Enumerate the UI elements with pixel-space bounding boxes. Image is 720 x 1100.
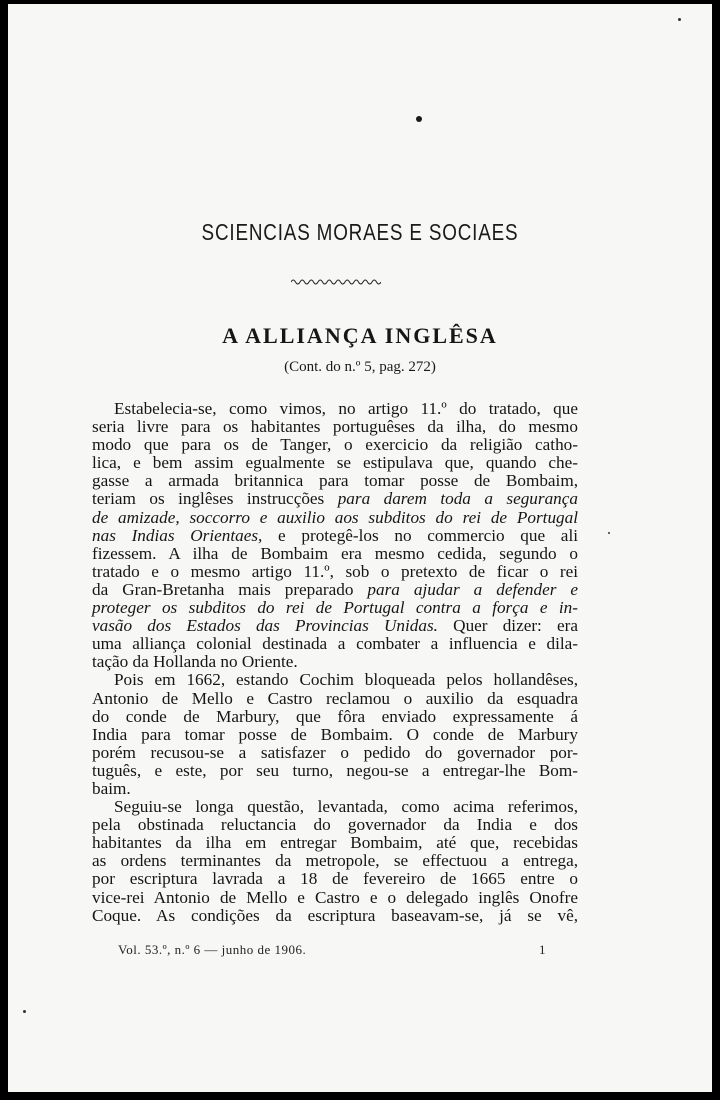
- scan-speck: [678, 18, 681, 21]
- text-segment: teriam os inglêses instrucções: [92, 489, 338, 509]
- text-line: Antonio de Mello e Castro reclamou o auxilio da esquadra: [92, 688, 578, 708]
- document-page: [8, 4, 712, 1092]
- text-line: [92, 509, 578, 527]
- article-title: A ALLIANÇA INGLÊSA: [222, 323, 498, 348]
- signature-mark: 1: [539, 942, 546, 957]
- text-line: gasse a armada britannica para tomar posse de Bombaim,: [92, 471, 578, 491]
- italic-segment: de amizade, soccorro e auxilio aos subditos do rei de Portugal: [92, 507, 578, 527]
- text-line: vice-rei Antonio de Mello e Castro e o delegado inglês Onofre: [92, 887, 578, 907]
- text-line: modo que para os de Tanger, o exercicio da religião catho-: [92, 435, 578, 455]
- text-line: [92, 581, 578, 599]
- text-line: tação da Hollanda no Oriente.: [92, 652, 298, 672]
- page-footer: [118, 942, 546, 958]
- text-segment: e protegê-los no commercio que ali: [262, 525, 578, 545]
- text-line: fizessem. A ilha de Bombaim era mesmo cedida, segundo o: [92, 543, 578, 563]
- text-line: habitantes da ilha em entregar Bombaim, até que, recebidas: [92, 833, 578, 853]
- text-line: Coque. As condições da escriptura baseavam-se, já se vê,: [92, 905, 578, 925]
- scan-speck: [608, 532, 610, 534]
- italic-segment: proteger os subditos do rei de Portugal contra a força e in-: [92, 598, 578, 618]
- italic-segment: nas Indias Orientaes,: [92, 525, 263, 545]
- text-line: tratado e o mesmo artigo 11.º, sob o pretexto de ficar o rei: [92, 561, 578, 581]
- text-line: tuguês, e este, por seu turno, negou-se a entregar-lhe Bom-: [92, 760, 578, 780]
- text-line: [92, 527, 578, 545]
- text-line: porém recusou-se a satisfazer o pedido do governador por-: [92, 742, 578, 762]
- text-segment: da Gran-Bretanha mais preparado: [92, 579, 368, 599]
- text-line: seria livre para os habitantes portuguêses da ilha, do mesmo: [92, 417, 578, 437]
- italic-segment: vasão dos Estados das Provincias Unidas.: [92, 616, 438, 636]
- article-body: [92, 400, 578, 925]
- text-line: por escriptura lavrada a 18 de fevereiro de 1665 entre o: [92, 869, 578, 889]
- text-line: India para tomar posse de Bombaim. O conde de Marbury: [92, 724, 578, 744]
- text-segment: Quer dizer: era: [437, 616, 578, 636]
- text-line: do conde de Marbury, que fôra enviado expressamente á: [92, 706, 578, 726]
- italic-segment: para darem toda a segurança: [337, 489, 578, 509]
- text-line: [92, 617, 578, 635]
- scan-speck: [23, 1010, 26, 1013]
- continuation-note: (Cont. do n.º 5, pag. 272): [284, 359, 436, 375]
- text-line: pela obstinada reluctancia do governador da India e dos: [92, 815, 578, 835]
- wavy-rule-ornament: [291, 278, 381, 286]
- text-line: baim.: [92, 778, 131, 798]
- text-line: uma alliança colonial destinada a combater a influencia e dila-: [92, 634, 578, 654]
- text-line: Seguiu-se longa questão, levantada, como acima referimos,: [114, 797, 578, 817]
- text-line: Estabelecia-se, como vimos, no artigo 11.º do tratado, que: [114, 399, 578, 418]
- volume-info: Vol. 53.º, n.º 6 — junho de 1906.: [118, 942, 307, 957]
- text-line: lica, e bem assim egualmente se estipulava que, quando che-: [92, 453, 578, 473]
- bullet-mark: [416, 116, 422, 122]
- section-title: SCIENCIAS MORAES E SOCIAES: [201, 219, 519, 245]
- text-line: [92, 599, 578, 617]
- text-line: as ordens terminantes da metropole, se effectuou a entrega,: [92, 851, 578, 871]
- text-line: Pois em 1662, estando Cochim bloqueada pelos hollandêses,: [114, 670, 578, 690]
- text-line: [92, 490, 578, 508]
- italic-segment: para ajudar a defender e: [367, 579, 578, 599]
